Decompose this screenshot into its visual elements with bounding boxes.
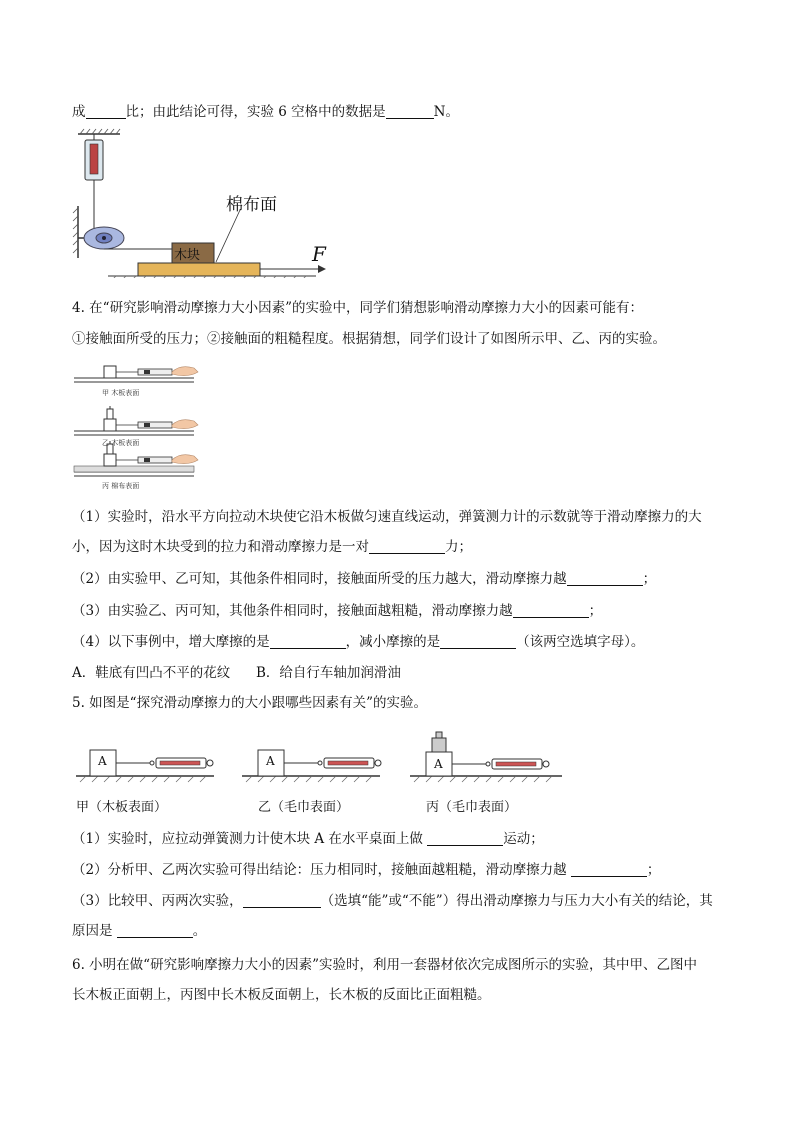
block-a-label-bing: A xyxy=(434,757,443,771)
answer-blank[interactable] xyxy=(270,634,346,649)
q4-caption-jia: 甲 木板表面 xyxy=(102,389,140,397)
top-line-c: N。 xyxy=(433,104,459,120)
top-line-a: 成 xyxy=(72,104,86,120)
surface-label: 棉布面 xyxy=(226,195,277,215)
top-line xyxy=(72,103,459,121)
q5-figure xyxy=(72,726,572,818)
q4-sub4 xyxy=(72,633,644,651)
q6-line2: 长木板正面朝上，丙图中长木板反面朝上，长木板的反面比正面粗糙。 xyxy=(72,987,491,1003)
pulley-experiment-diagram xyxy=(68,128,338,278)
block-a-label-yi: A xyxy=(266,754,275,768)
q4-options: A．鞋底有凹凸不平的花纹 B．给自行车轴加润滑油 xyxy=(72,665,401,681)
q4-sub4-mid: ，减小摩擦的是 xyxy=(345,634,441,650)
q5-sub3-text: （3）比较甲、丙两次实验， xyxy=(72,893,243,909)
q4-caption-yi: 乙 木板表面 xyxy=(102,439,140,447)
answer-blank[interactable] xyxy=(369,539,445,554)
q5-sub2 xyxy=(72,861,660,879)
q5-sub1-text: （1）实验时，应拉动弹簧测力计使木块 A 在水平桌面上做 xyxy=(72,831,423,847)
force-label: F xyxy=(312,242,326,266)
q4-hypothesis: ①接触面所受的压力；②接触面的粗糙程度。根据猜想，同学们设计了如图所示甲、乙、丙的实验。 xyxy=(72,331,666,347)
q4-caption-bing: 丙 棉布表面 xyxy=(102,482,140,490)
q5-sub3-tail: 。 xyxy=(192,923,207,939)
answer-blank[interactable] xyxy=(513,603,589,618)
q5-sub1 xyxy=(72,830,544,848)
q4-sub3-text: （3）由实验乙、丙可知，其他条件相同时，接触面越粗糙，滑动摩擦力越 xyxy=(72,603,513,619)
q5-sub3-reason: 原因是 xyxy=(72,923,113,939)
pulley-experiment-figure xyxy=(68,128,338,278)
answer-blank[interactable] xyxy=(427,831,503,846)
q4-sub4-text: （4）以下事例中，增大摩擦的是 xyxy=(72,634,270,650)
q4-sub1-tail: 力； xyxy=(445,539,472,555)
q4-sub1-b xyxy=(72,538,472,556)
q5-caption-yi: 乙（毛巾表面） xyxy=(258,800,350,815)
answer-blank[interactable] xyxy=(571,862,647,877)
answer-blank[interactable] xyxy=(243,893,321,908)
q5-sub3-cont xyxy=(72,922,206,940)
block-label: 木块 xyxy=(174,248,201,263)
q4-sub2-text: （2）由实验甲、乙可知，其他条件相同时，接触面所受的压力越大，滑动摩擦力越 xyxy=(72,571,567,587)
q5-title: 5. 如图是“探究滑动摩擦力的大小跟哪些因素有关”的实验。 xyxy=(72,695,427,711)
q5-caption-jia: 甲（木板表面） xyxy=(76,800,168,815)
block-a-label-jia: A xyxy=(98,754,107,768)
q5-sub3-mid: （选填“能”或“不能”）得出滑动摩擦力与压力大小有关的结论，其 xyxy=(320,893,713,909)
q5-sub3 xyxy=(72,892,713,910)
q4-sub1-a: （1）实验时，沿水平方向拉动木块使它沿木板做匀速直线运动，弹簧测力计的示数就等于滑动摩擦力的大 xyxy=(72,509,702,525)
q4-sub3 xyxy=(72,602,602,620)
q4-sub2 xyxy=(72,570,656,588)
answer-blank[interactable] xyxy=(440,634,516,649)
q6-line1: 6. 小明在做“研究影响摩擦力大小的因素”实验时，利用一套器材依次完成图所示的实验，其中甲、乙图中 xyxy=(72,957,697,973)
q4-sub2-tail: ； xyxy=(642,571,657,587)
q4-diagram xyxy=(72,356,204,498)
q5-sub2-tail: ； xyxy=(646,862,661,878)
answer-blank[interactable] xyxy=(386,104,434,119)
q4-sub3-tail: ； xyxy=(588,603,603,619)
q4-sub1-text: 小，因为这时木块受到的拉力和滑动摩擦力是一对 xyxy=(72,539,369,555)
q4-sub4-tail: （该两空选填字母）。 xyxy=(516,634,645,650)
q5-sub1-tail: 运动； xyxy=(503,831,544,847)
answer-blank[interactable] xyxy=(117,923,193,938)
q4-title: 4. 在“研究影响滑动摩擦力大小因素”的实验中，同学们猜想影响滑动摩擦力大小的因素可能有： xyxy=(72,300,643,316)
q4-figure xyxy=(72,356,204,498)
q5-caption-bing: 丙（毛巾表面） xyxy=(426,800,518,815)
top-line-b: 比；由此结论可得，实验 6 空格中的数据是 xyxy=(125,104,386,120)
answer-blank[interactable] xyxy=(567,571,643,586)
q5-sub2-text: （2）分析甲、乙两次实验可得出结论：压力相同时，接触面越粗糙，滑动摩擦力越 xyxy=(72,862,567,878)
answer-blank[interactable] xyxy=(86,104,126,119)
